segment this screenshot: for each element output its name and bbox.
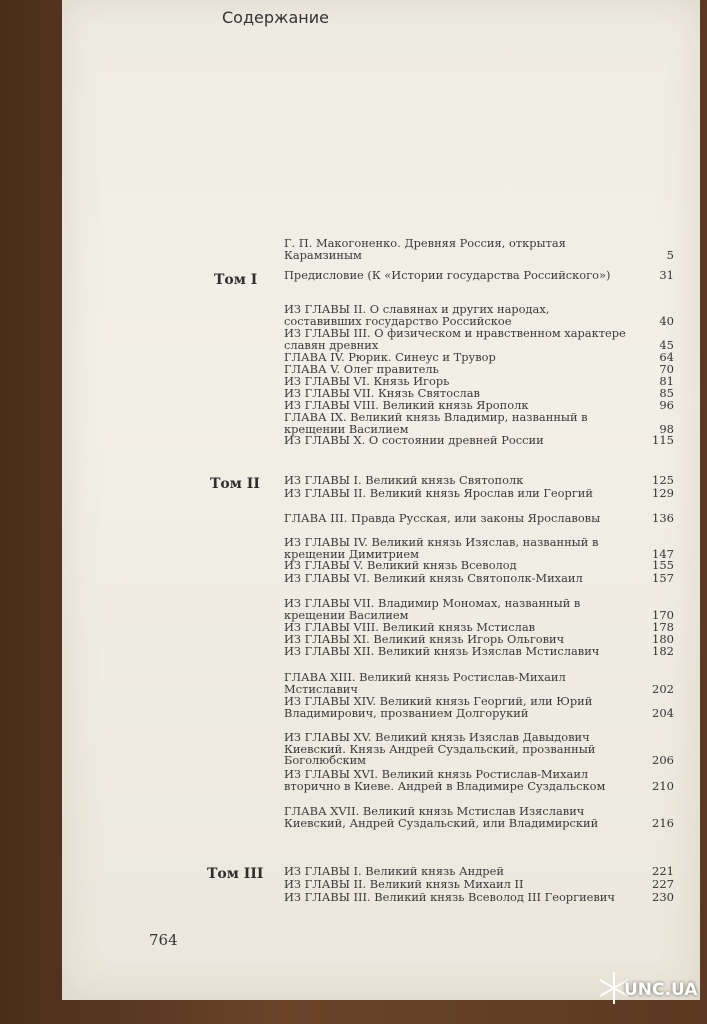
toc-entry: ИЗ ГЛАВЫ II. Великий князь Михаил II 227: [284, 877, 674, 891]
toc-entry: ГЛАВА III. Правда Русская, или законы Ярославовы 136: [284, 511, 674, 525]
toc-entry: ИЗ ГЛАВЫ II. Великий князь Ярослав или Георгий 129: [284, 486, 674, 500]
volume-label-3: Том III: [207, 866, 264, 882]
toc-entry: ГЛАВА XVII. Великий князь Мстислав Изяславич Киевский, Андрей Суздальский, или Владимирский 216: [284, 804, 674, 830]
toc-entry: ИЗ ГЛАВЫ VI. Князь Игорь 81: [284, 374, 674, 388]
toc-entry: ИЗ ГЛАВЫ I. Великий князь Андрей 221: [284, 864, 674, 878]
toc-entry: ИЗ ГЛАВЫ XI. Великий князь Игорь Ольгович 180: [284, 632, 674, 646]
toc-entry: ИЗ ГЛАВЫ III. О физическом и нравственном характере славян древних 45: [284, 326, 674, 352]
toc-entry: ИЗ ГЛАВЫ VI. Великий князь Святополк-Михаил 157: [284, 571, 674, 585]
volume-label-1: Том I: [214, 272, 258, 288]
watermark-text: UNC.UA: [624, 980, 698, 1000]
toc-entry: ИЗ ГЛАВЫ V. Великий князь Всеволод 155: [284, 558, 674, 572]
toc-entry: Г. П. Макогоненко. Древняя Россия, открытая Карамзиным 5: [284, 236, 674, 262]
page-number: 764: [149, 931, 178, 949]
toc-entry: ИЗ ГЛАВЫ I. Великий князь Святополк 125: [284, 473, 674, 487]
toc-entry: ИЗ ГЛАВЫ IV. Великий князь Изяслав, названный в крещении Димитрием 147: [284, 535, 674, 561]
toc-entry: ИЗ ГЛАВЫ III. Великий князь Всеволод III Георгиевич 230: [284, 890, 674, 904]
toc-entry: ИЗ ГЛАВЫ VIII. Великий князь Мстислав 178: [284, 620, 674, 634]
toc-entry: ИЗ ГЛАВЫ X. О состоянии древней России 115: [284, 433, 674, 447]
toc-entry: ГЛАВА XIII. Великий князь Ростислав-Михаил Мстиславич 202: [284, 670, 674, 696]
toc-entry: ГЛАВА IV. Рюрик. Синеус и Трувор 64: [284, 350, 674, 364]
watermark: [596, 970, 706, 1014]
toc-entry: ИЗ ГЛАВЫ VIII. Великий князь Ярополк 96: [284, 398, 674, 412]
toc-entry: ИЗ ГЛАВЫ XII. Великий князь Изяслав Мстиславич 182: [284, 644, 674, 658]
toc-entry: ИЗ ГЛАВЫ VII. Князь Святослав 85: [284, 386, 674, 400]
toc-entry: ИЗ ГЛАВЫ II. О славянах и других народах, составивших государство Российское 40: [284, 302, 674, 328]
toc-entry: ИЗ ГЛАВЫ XIV. Великий князь Георгий, или Юрий Владимирович, прозванием Долгорукий 204: [284, 694, 674, 720]
toc-entry: ИЗ ГЛАВЫ VII. Владимир Мономах, названный в крещении Василием 170: [284, 596, 674, 622]
toc-entry: ГЛАВА V. Олег правитель 70: [284, 362, 674, 376]
toc-entry: ГЛАВА IX. Великий князь Владимир, названный в крещении Василием 98: [284, 410, 674, 436]
volume-label-2: Том II: [210, 476, 260, 492]
book-page: [62, 0, 700, 1000]
toc-entry: Предисловие (К «Истории государства Российского») 31: [284, 268, 674, 282]
toc-entry: ИЗ ГЛАВЫ XV. Великий князь Изяслав Давыдович Киевский. Князь Андрей Суздальский, прозванный Боголюбским 206: [284, 730, 674, 767]
page-title: Содержание: [222, 8, 329, 27]
toc-entry: ИЗ ГЛАВЫ XVI. Великий князь Ростислав-Михаил вторично в Киеве. Андрей в Владимире Суздальском 210: [284, 767, 674, 793]
